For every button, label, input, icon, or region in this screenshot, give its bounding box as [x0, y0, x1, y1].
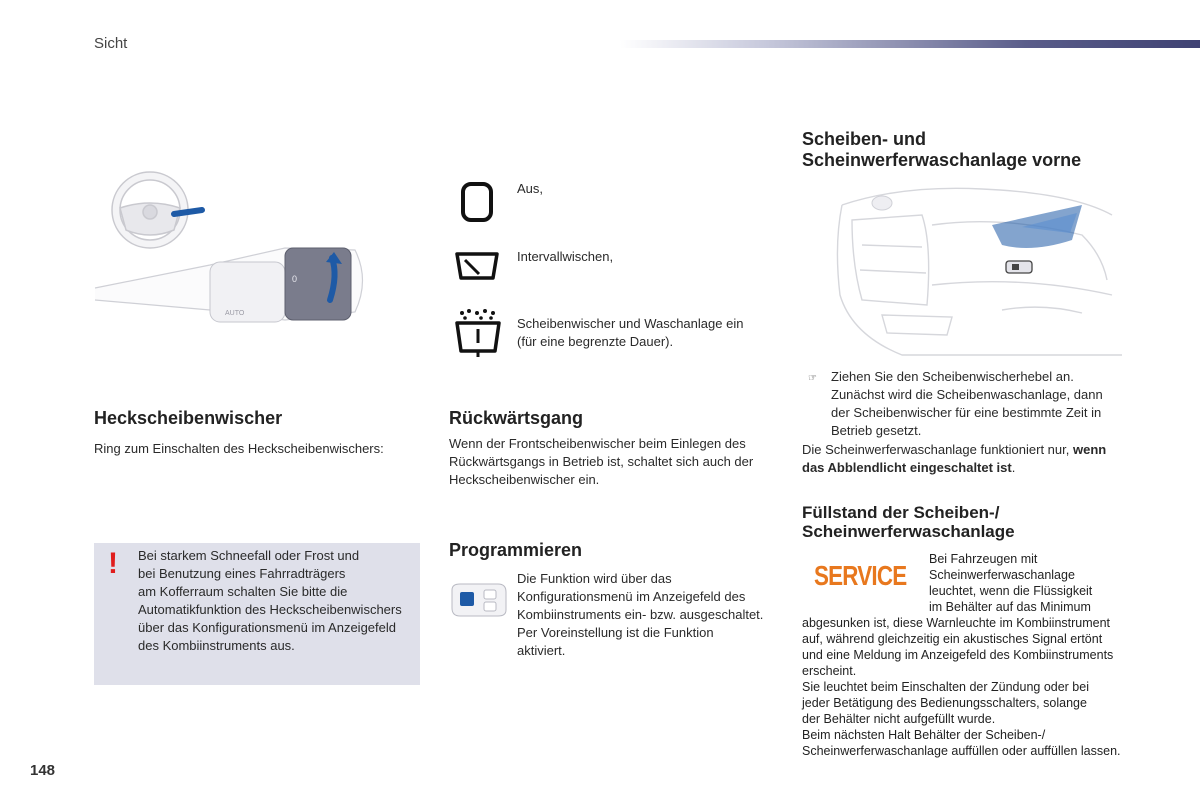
programmieren-title: Programmieren	[449, 540, 583, 560]
wiper-off-icon	[458, 180, 498, 224]
wiper-intermittent-label: Intervallwischen,	[517, 249, 614, 264]
svg-text:0: 0	[292, 274, 298, 284]
page-number: 148	[30, 762, 56, 779]
heckscheibenwischer-title: Heckscheibenwischer	[94, 408, 283, 428]
rueckwaertsgang-text: Wenn der Frontscheibenwischer beim Einlegen des Rückwärtsgangs in Betrieb ist, schaltet sich auch der Heckscheibenwischer ein.	[449, 436, 754, 487]
bullet-icon: ☞	[808, 373, 817, 384]
waschanlage-note: Die Scheinwerferwaschanlage funktioniert nur, wenn das Abblendlicht eingeschaltet ist.	[802, 442, 1107, 475]
svg-text:AUTO: AUTO	[225, 310, 245, 317]
fuellstand-title: Füllstand der Scheiben-/ Scheinwerferwaschanlage	[802, 503, 1015, 541]
fuellstand-side-text: Bei Fahrzeugen mit Scheinwerferwaschanlage leuchtet, wenn die Flüssigkeit im Behälter auf das Minimum	[929, 552, 1093, 614]
waschanlage-bullet-text: Ziehen Sie den Scheibenwischerhebel an. Zunächst wird die Scheibenwaschanlage, dann der Scheibenwischer für eine bestimmte Zeit in Betrieb gesetzt.	[831, 369, 1103, 438]
steering-wheel-icon	[112, 172, 188, 248]
wiper-wash-icon	[453, 307, 503, 359]
wiper-stalk-illustration	[90, 170, 380, 340]
wiper-intermittent-icon	[453, 248, 501, 284]
header-accent-bar	[620, 40, 1200, 48]
service-warning-icon: SERVICE	[814, 560, 907, 591]
programmieren-text: Die Funktion wird über das Konfigurationsmenü im Anzeigefeld des Kombiinstruments ein- bzw. ausgeschaltet. Per Voreinstellung ist die Funktion aktiviert.	[517, 571, 764, 658]
wiper-wash-label-2: (für eine begrenzte Dauer).	[517, 334, 674, 349]
car-front-illustration	[822, 185, 1130, 363]
warning-icon: !	[108, 547, 118, 580]
stalk-highlight	[174, 210, 202, 214]
section-title: Sicht	[94, 35, 128, 52]
config-button-icon	[448, 580, 510, 620]
heckscheibenwischer-text: Ring zum Einschalten des Heckscheibenwischers:	[94, 441, 384, 456]
waschanlage-title: Scheiben- und Scheinwerferwaschanlage vorne	[802, 129, 1082, 170]
fuellstand-text: abgesunken ist, diese Warnleuchte im Kombiinstrument auf, während gleichzeitig ein akustisches Signal ertönt und eine Meldung im Anzeigefeld des Kombiinstruments erscheint. Sie leuchtet beim Einschalten der Zündung oder bei jeder Betätigung des Bedienungsschalters, solange der Behälter nicht aufgefüllt wurde. Beim nächsten Halt Behälter der Scheiben-/ Scheinwerferwaschanlage auffüllen oder auffüllen lassen.	[802, 616, 1121, 758]
wiper-wash-label-1: Scheibenwischer und Waschanlage ein	[517, 316, 744, 331]
wiper-off-label: Aus,	[517, 181, 544, 196]
warning-text: Bei starkem Schneefall oder Frost und bei Benutzung eines Fahrradträgers am Kofferraum schalten Sie bitte die Automatikfunktion des Heckscheibenwischers über das Konfigurationsmenü im Anzeigefeld des Kombiinstruments aus.	[138, 548, 402, 653]
rueckwaertsgang-title: Rückwärtsgang	[449, 408, 584, 428]
